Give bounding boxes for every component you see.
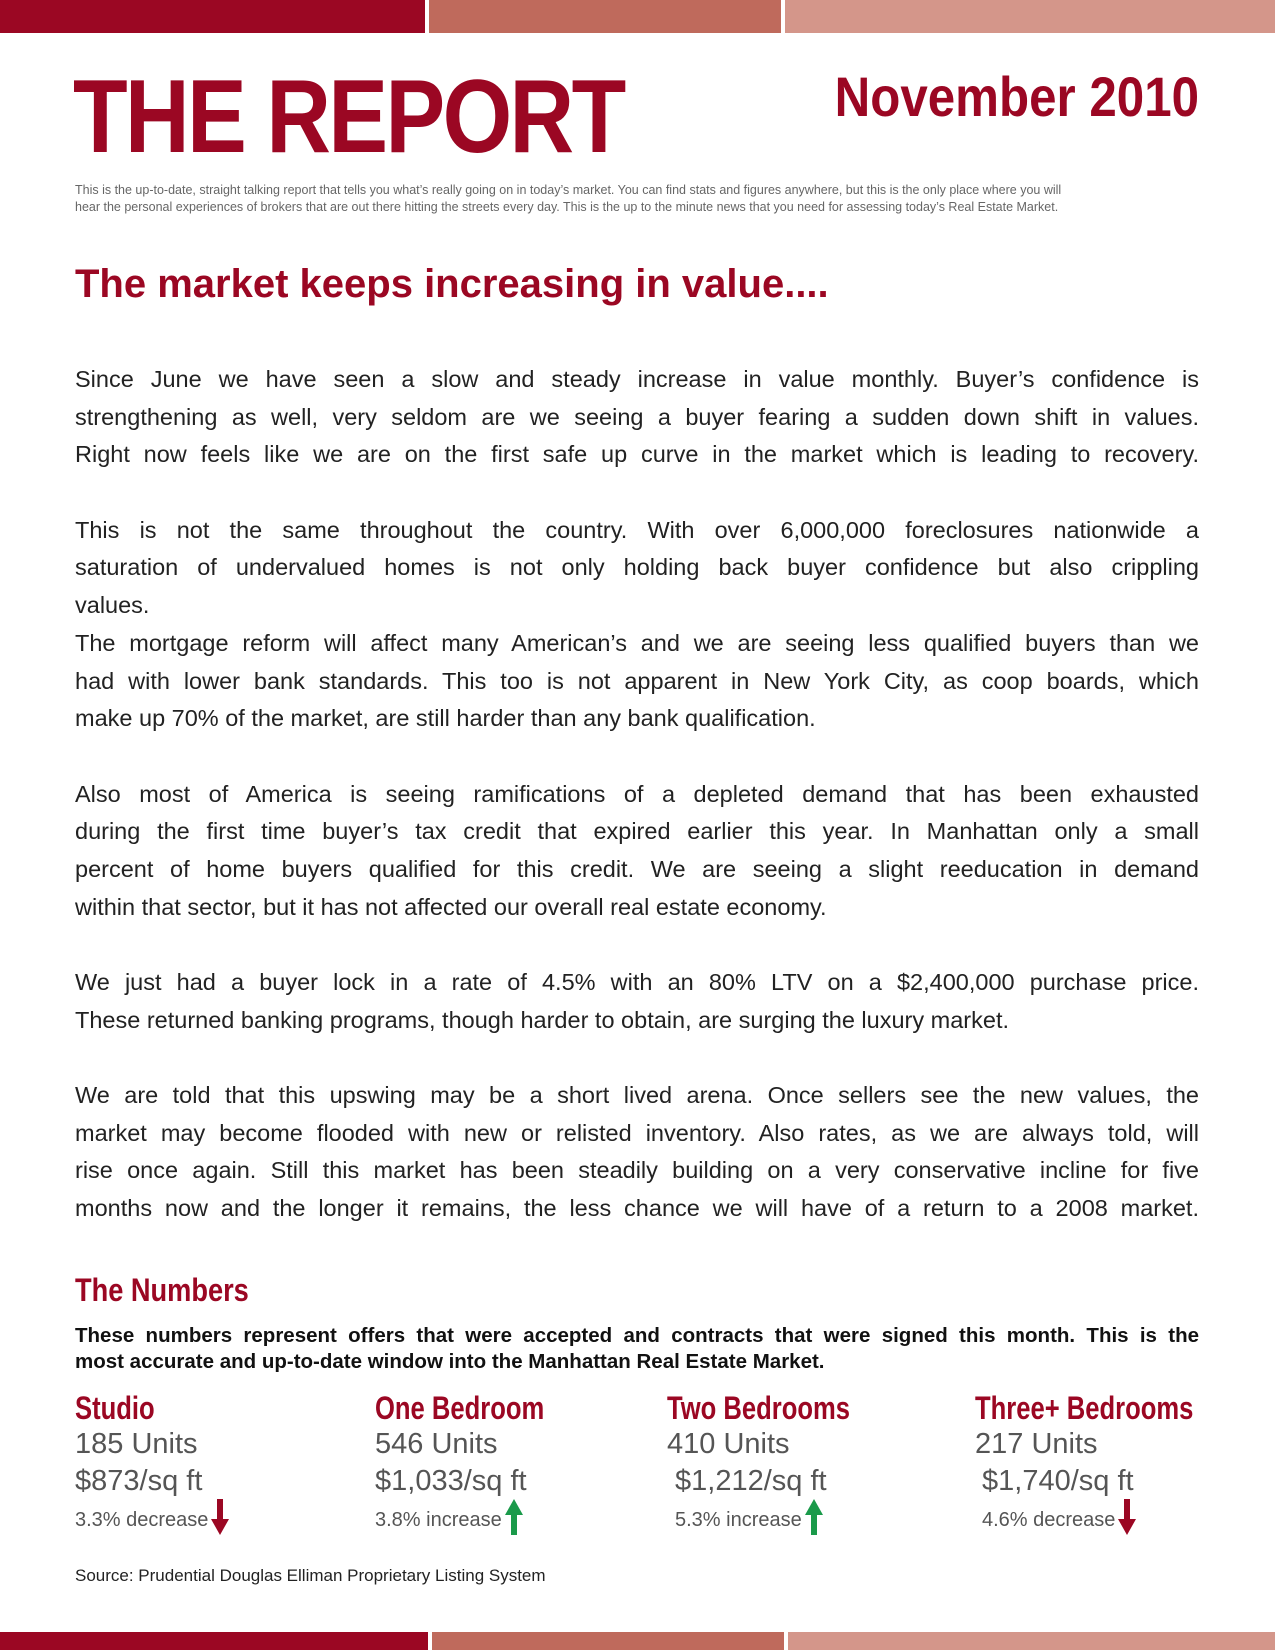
body-line: Since June we have seen a slow and steady increase in value monthly. Buyer’s confidence is (75, 366, 1199, 392)
numbers-heading: The Numbers (75, 1272, 249, 1308)
body-line: strengthening as well, very seldom are we seeing a buyer fearing a sudden down shift in values. (75, 403, 1199, 430)
body-line: rise once again. Still this market has been steadily building on a very conservative incline for five (75, 1157, 1199, 1184)
intro-text (75, 182, 1199, 216)
body-line: values. (75, 592, 150, 619)
subtitle-line: most accurate and up-to-date window into the Manhattan Real Estate Market. (75, 1350, 825, 1373)
body-line: The mortgage reform will affect many American’s and we are seeing less qualified buyers than we (75, 629, 1199, 656)
stat-change (75, 1500, 229, 1540)
bottom-bar-medium (432, 1632, 784, 1650)
arrow-down-icon (1115, 1499, 1136, 1541)
body-line: market may become flooded with new or relisted inventory. Also rates, as we are always told, will (75, 1119, 1199, 1146)
article-body (75, 361, 1199, 1228)
body-line: had with lower bank standards. This too is not apparent in New York City, as coop boards, which (75, 667, 1199, 694)
body-line: We are told that this upswing may be a short lived arena. Once sellers see the new values, the (75, 1082, 1199, 1109)
stat-column-studio (75, 1390, 229, 1540)
stat-change-text: 3.8% increase (375, 1508, 502, 1531)
top-bar-dark (0, 0, 425, 33)
top-bar-light (785, 0, 1275, 33)
stat-column-three-bedrooms (975, 1390, 1248, 1540)
body-line: Also most of America is seeing ramifications of a depleted demand that has been exhausted (75, 780, 1199, 807)
intro-line: hear the personal experiences of brokers that are out there hitting the streets every day. This is the up to the minute news that you need for assessing today’s Real Estate Market. (75, 200, 1059, 214)
body-line: Right now feels like we are on the first safe up curve in the market which is leading to recovery. (75, 441, 1199, 468)
body-line: within that sector, but it has not affected our overall real estate economy. (75, 893, 827, 920)
stat-change-text: 5.3% increase (675, 1508, 802, 1531)
stat-price: $1,212/sq ft (675, 1465, 827, 1497)
stat-label: Studio (75, 1390, 155, 1426)
arrow-up-icon (502, 1499, 523, 1541)
top-bar-medium (429, 0, 781, 33)
numbers-subtitle (75, 1323, 1199, 1375)
body-line: months now and the longer it remains, the less chance we will have of a return to a 2008 market. (75, 1195, 1199, 1222)
body-line: We just had a buyer lock in a rate of 4.5% with an 80% LTV on a $2,400,000 purchase price. (75, 969, 1199, 995)
stat-price: $1,033/sq ft (375, 1465, 527, 1497)
body-line: percent of home buyers qualified for this credit. We are seeing a slight reeducation in demand (75, 855, 1199, 882)
report-date: November 2010 (834, 65, 1199, 128)
stat-change-text: 4.6% decrease (982, 1508, 1116, 1531)
stat-change-text: 3.3% decrease (75, 1508, 209, 1531)
stat-change (375, 1500, 587, 1540)
arrow-down-icon (208, 1499, 229, 1541)
stat-price: $873/sq ft (75, 1465, 203, 1497)
body-line: during the first time buyer’s tax credit that expired earlier this year. In Manhattan only a small (75, 818, 1199, 845)
body-line: saturation of undervalued homes is not only holding back buyer confidence but also crippling (75, 554, 1199, 581)
stat-units: 217 Units (975, 1428, 1098, 1460)
report-title: THE REPORT (73, 59, 624, 175)
stat-units: 546 Units (375, 1428, 498, 1460)
stat-label: Three+ Bedrooms (975, 1390, 1194, 1426)
stat-column-one-bedroom (375, 1390, 587, 1540)
intro-line: This is the up-to-date, straight talking report that tells you what’s really going on in today’s market. You can find stats and figures anywhere, but this is the only place where you will (75, 183, 1062, 197)
stat-change (667, 1500, 896, 1540)
article-headline: The market keeps increasing in value.... (75, 262, 829, 306)
stat-price: $1,740/sq ft (982, 1465, 1134, 1497)
body-line: This is not the same throughout the country. With over 6,000,000 foreclosures nationwide a (75, 516, 1199, 543)
stat-units: 185 Units (75, 1428, 198, 1460)
stat-label: One Bedroom (375, 1390, 545, 1426)
source-note: Source: Prudential Douglas Elliman Proprietary Listing System (75, 1566, 546, 1585)
arrow-up-icon (802, 1499, 823, 1541)
subtitle-line: These numbers represent offers that were accepted and contracts that were signed this month. This is the (75, 1324, 1199, 1347)
body-line: These returned banking programs, though harder to obtain, are surging the luxury market. (75, 1006, 1009, 1033)
bottom-bar-light (788, 1632, 1275, 1650)
stat-units: 410 Units (667, 1428, 790, 1460)
stat-label: Two Bedrooms (667, 1390, 850, 1426)
stat-change (975, 1500, 1248, 1540)
bottom-bar-dark (0, 1632, 428, 1650)
body-line: make up 70% of the market, are still harder than any bank qualification. (75, 705, 816, 732)
stat-column-two-bedrooms (667, 1390, 896, 1540)
